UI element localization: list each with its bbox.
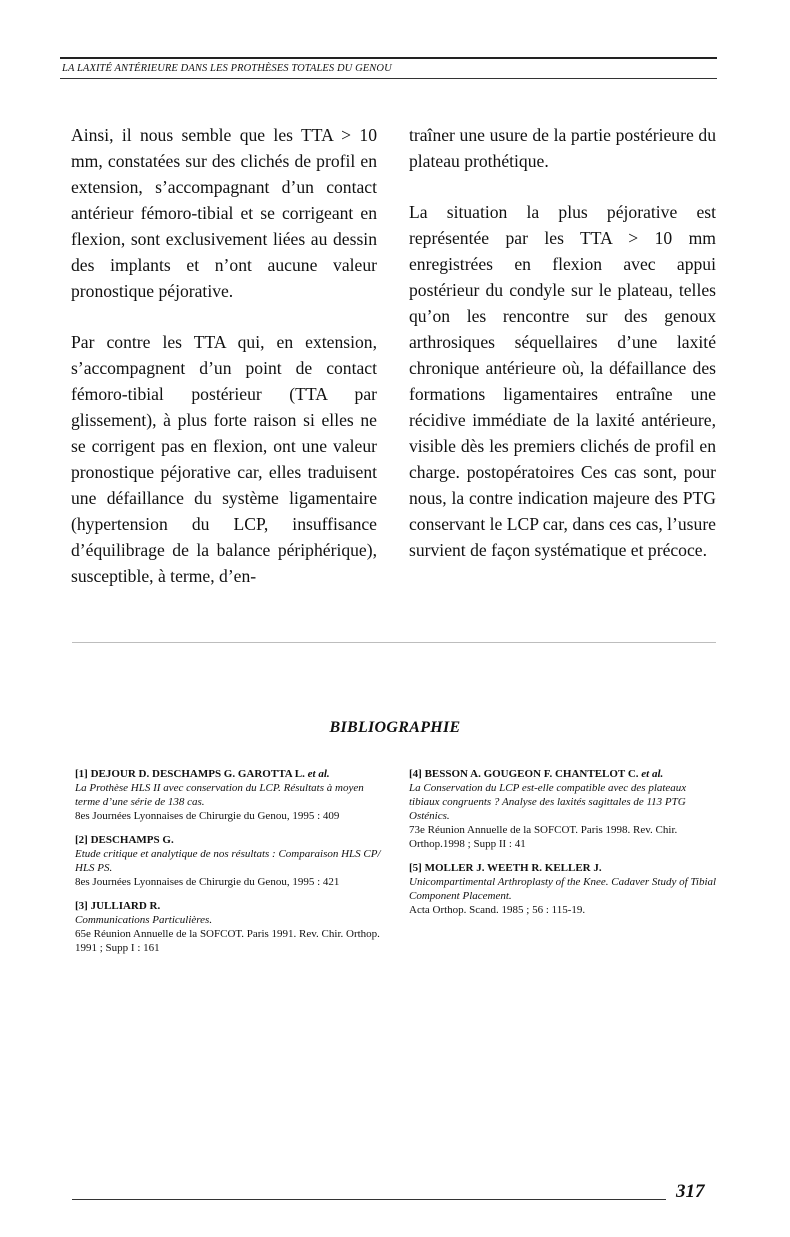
section-divider [72, 642, 716, 643]
reference-authors: [5] MOLLER J. WEETH R. KELLER J. [409, 862, 602, 874]
reference-source: Acta Orthop. Scand. 1985 ; 56 : 115-19. [409, 904, 586, 916]
reference-source: 8es Journées Lyonnaises de Chirurgie du Genou, 1995 : 421 [75, 876, 340, 888]
reference-title: Etude critique et analytique de nos résultats : Comparaison HLS CP/ HLS PS. [75, 848, 381, 874]
footer-rule [72, 1199, 666, 1200]
reference-title: La Prothèse HLS II avec conservation du LCP. Résultats à moyen terme d’une série de 138 cas. [75, 782, 364, 808]
reference-etal: et al. [307, 768, 330, 780]
paragraph: Ainsi, il nous semble que les TTA > 10 mm, constatées sur des clichés de profil en extension, s’accompagnant d’un contact antérieur fémoro-tibial et se corrigeant en flexion, sont exclusivement liées au dessin des implants et n’ont aucune valeur pronostique péjorative. [71, 125, 377, 301]
reference-authors: [4] BESSON A. GOUGEON F. CHANTELOT C. [409, 768, 639, 780]
reference-source: 73e Réunion Annuelle de la SOFCOT. Paris 1998. Rev. Chir. Orthop.1998 ; Supp II : 41 [409, 824, 678, 850]
reference-source: 65e Réunion Annuelle de la SOFCOT. Paris 1991. Rev. Chir. Orthop. 1991 ; Supp I : 161 [75, 928, 380, 954]
reference-item [75, 767, 385, 823]
reference-source: 8es Journées Lyonnaises de Chirurgie du Genou, 1995 : 409 [75, 810, 340, 822]
reference-title: Unicompartimental Arthroplasty of the Knee. Cadaver Study of Tibial Component Placement. [409, 876, 717, 902]
reference-authors: [2] DESCHAMPS G. [75, 834, 174, 846]
header-rule-bottom [60, 78, 717, 79]
reference-authors: [3] JULLIARD R. [75, 900, 161, 912]
paragraph: Par contre les TTA qui, en extension, s’accompagnent d’un point de contact fémoro-tibial postérieur (TTA par glissement), à plus forte raison si elles ne se corrigent pas en flexion, ont une valeur pronostique péjorative car, elles traduisent une défaillance du système ligamentaire (hypertension du LCP, insuffisance d’équilibrage de la balance périphérique), susceptible, à terme, d’en- [71, 332, 377, 586]
paragraph: traîner une usure de la partie postérieure du plateau prothétique. [409, 125, 716, 171]
bibliography-column-left [75, 767, 385, 965]
reference-authors: [1] DEJOUR D. DESCHAMPS G. GAROTTA L. [75, 768, 305, 780]
reference-item [75, 833, 385, 889]
body-column-right [409, 122, 716, 588]
page-number: 317 [676, 1181, 705, 1202]
reference-item [409, 861, 717, 917]
reference-title: Communications Particulières. [75, 914, 213, 926]
reference-item [409, 767, 717, 851]
bibliography-title: BIBLIOGRAPHIE [329, 719, 461, 736]
reference-title: La Conservation du LCP est-elle compatible avec des plateaux tibiaux congruents ? Analyse des laxités sagittales de 113 PTG Osténics. [409, 782, 687, 822]
running-header: LA LAXITÉ ANTÉRIEURE DANS LES PROTHÈSES TOTALES DU GENOU [62, 63, 392, 74]
reference-item [75, 899, 385, 955]
body-column-left [71, 122, 377, 614]
header-rule-top [60, 57, 717, 59]
reference-etal: et al. [641, 768, 664, 780]
paragraph: La situation la plus péjorative est représentée par les TTA > 10 mm enregistrées en flexion avec appui postérieur du condyle sur le plateau, telles qu’on les rencontre sur des genoux arthrosiques séquellaires d’une laxité chronique antérieure où, la défaillance des formations ligamentaires entraîne une récidive immédiate de la laxité antérieure, visible dès les premiers clichés de profil en charge. postopératoires Ces cas sont, pour nous, la contre indication majeure des PTG conservant le LCP car, dans ces cas, l’usure survient de façon systématique et précoce. [409, 202, 716, 560]
bibliography-column-right [409, 767, 717, 927]
